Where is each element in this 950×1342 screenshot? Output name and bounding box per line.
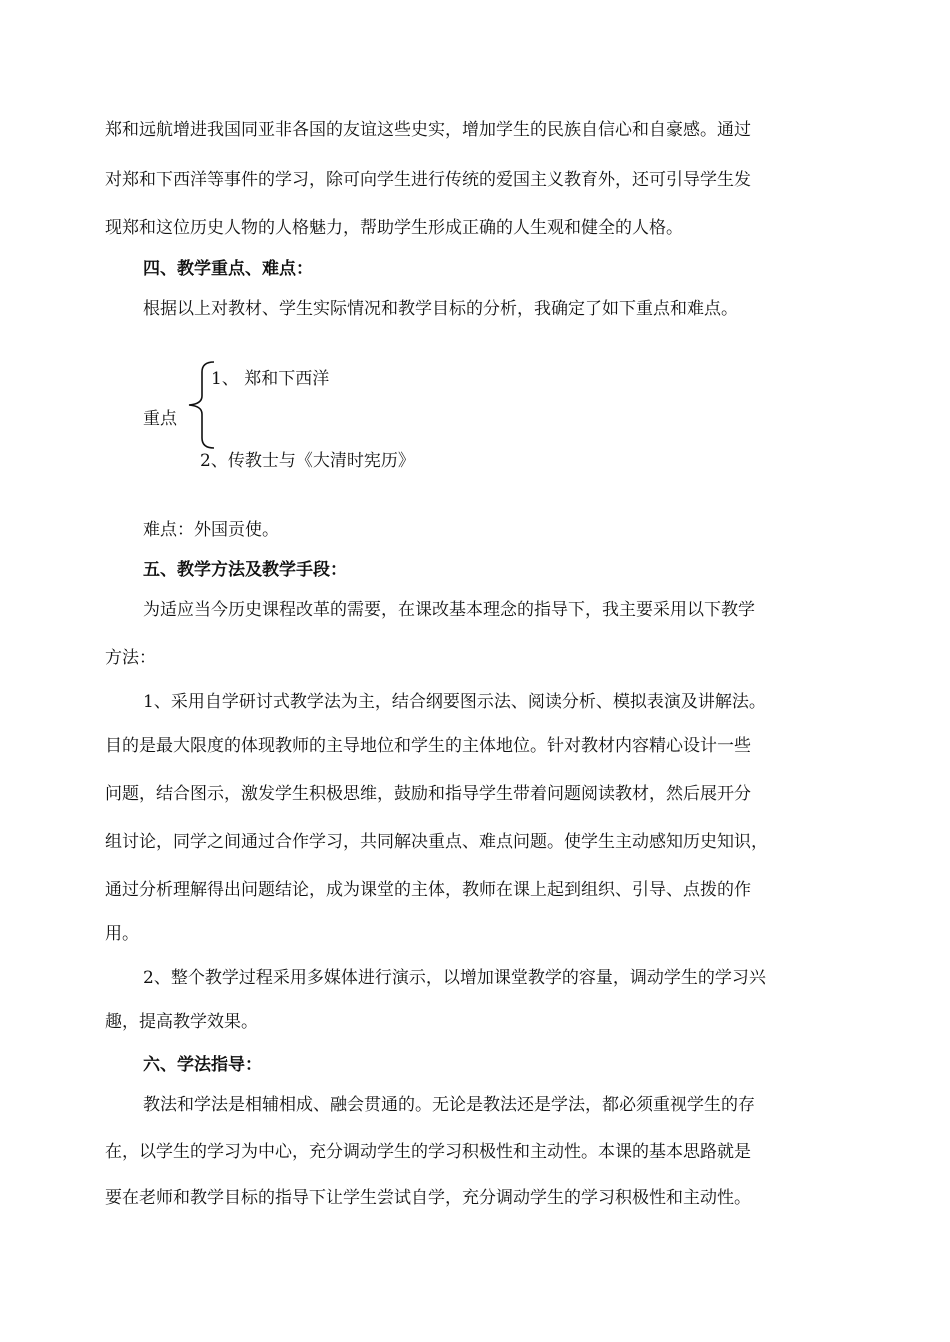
paragraph-line: 通过分析理解得出问题结论，成为课堂的主体，教师在课上起到组织、引导、点拨的作 — [105, 880, 751, 900]
paragraph-line: 问题，结合图示，激发学生积极思维，鼓励和指导学生带着问题阅读教材，然后展开分 — [105, 784, 751, 804]
paragraph-line: 在，以学生的学习为中心，充分调动学生的学习积极性和主动性。本课的基本思路就是 — [105, 1142, 751, 1162]
paragraph-line: 组讨论，同学之间通过合作学习，共同解决重点、难点问题。使学生主动感知历史知识， — [105, 832, 768, 852]
section-heading-4: 四、教学重点、难点： — [143, 259, 313, 279]
section-heading-6: 六、学法指导： — [143, 1055, 262, 1075]
paragraph-line: 趣，提高教学效果。 — [105, 1012, 258, 1032]
paragraph-line: 教法和学法是相辅相成、融会贯通的。无论是教法还是学法，都必须重视学生的存 — [143, 1095, 755, 1115]
paragraph-line: 为适应当今历史课程改革的需要，在课改基本理念的指导下，我主要采用以下教学 — [143, 600, 755, 620]
paragraph-line: 用。 — [105, 924, 139, 944]
paragraph-line: 郑和远航增进我国同亚非各国的友谊这些史实，增加学生的民族自信心和自豪感。通过 — [105, 120, 751, 140]
paragraph-line: 要在老师和教学目标的指导下让学生尝试自学，充分调动学生的学习积极性和主动性。 — [105, 1188, 751, 1208]
key-point-item: 2、传教士与《大清时宪历》 — [200, 451, 415, 471]
paragraph-line: 方法： — [105, 648, 156, 668]
section-heading-5: 五、教学方法及教学手段： — [143, 560, 347, 580]
paragraph-line: 对郑和下西洋等事件的学习，除可向学生进行传统的爱国主义教育外，还可引导学生发 — [105, 170, 751, 190]
difficulty-line: 难点：外国贡使。 — [143, 520, 279, 540]
key-points-label: 重点 — [143, 409, 177, 429]
key-point-item: 1、 郑和下西洋 — [211, 369, 330, 389]
paragraph-line: 1、采用自学研讨式教学法为主，结合纲要图示法、阅读分析、模拟表演及讲解法。 — [143, 692, 766, 712]
paragraph-line: 现郑和这位历史人物的人格魅力，帮助学生形成正确的人生观和健全的人格。 — [105, 218, 683, 238]
paragraph-line: 根据以上对教材、学生实际情况和教学目标的分析，我确定了如下重点和难点。 — [143, 299, 738, 319]
paragraph-line: 目的是最大限度的体现教师的主导地位和学生的主体地位。针对教材内容精心设计一些 — [105, 736, 751, 756]
paragraph-line: 2、整个教学过程采用多媒体进行演示，以增加课堂教学的容量，调动学生的学习兴 — [143, 968, 766, 988]
